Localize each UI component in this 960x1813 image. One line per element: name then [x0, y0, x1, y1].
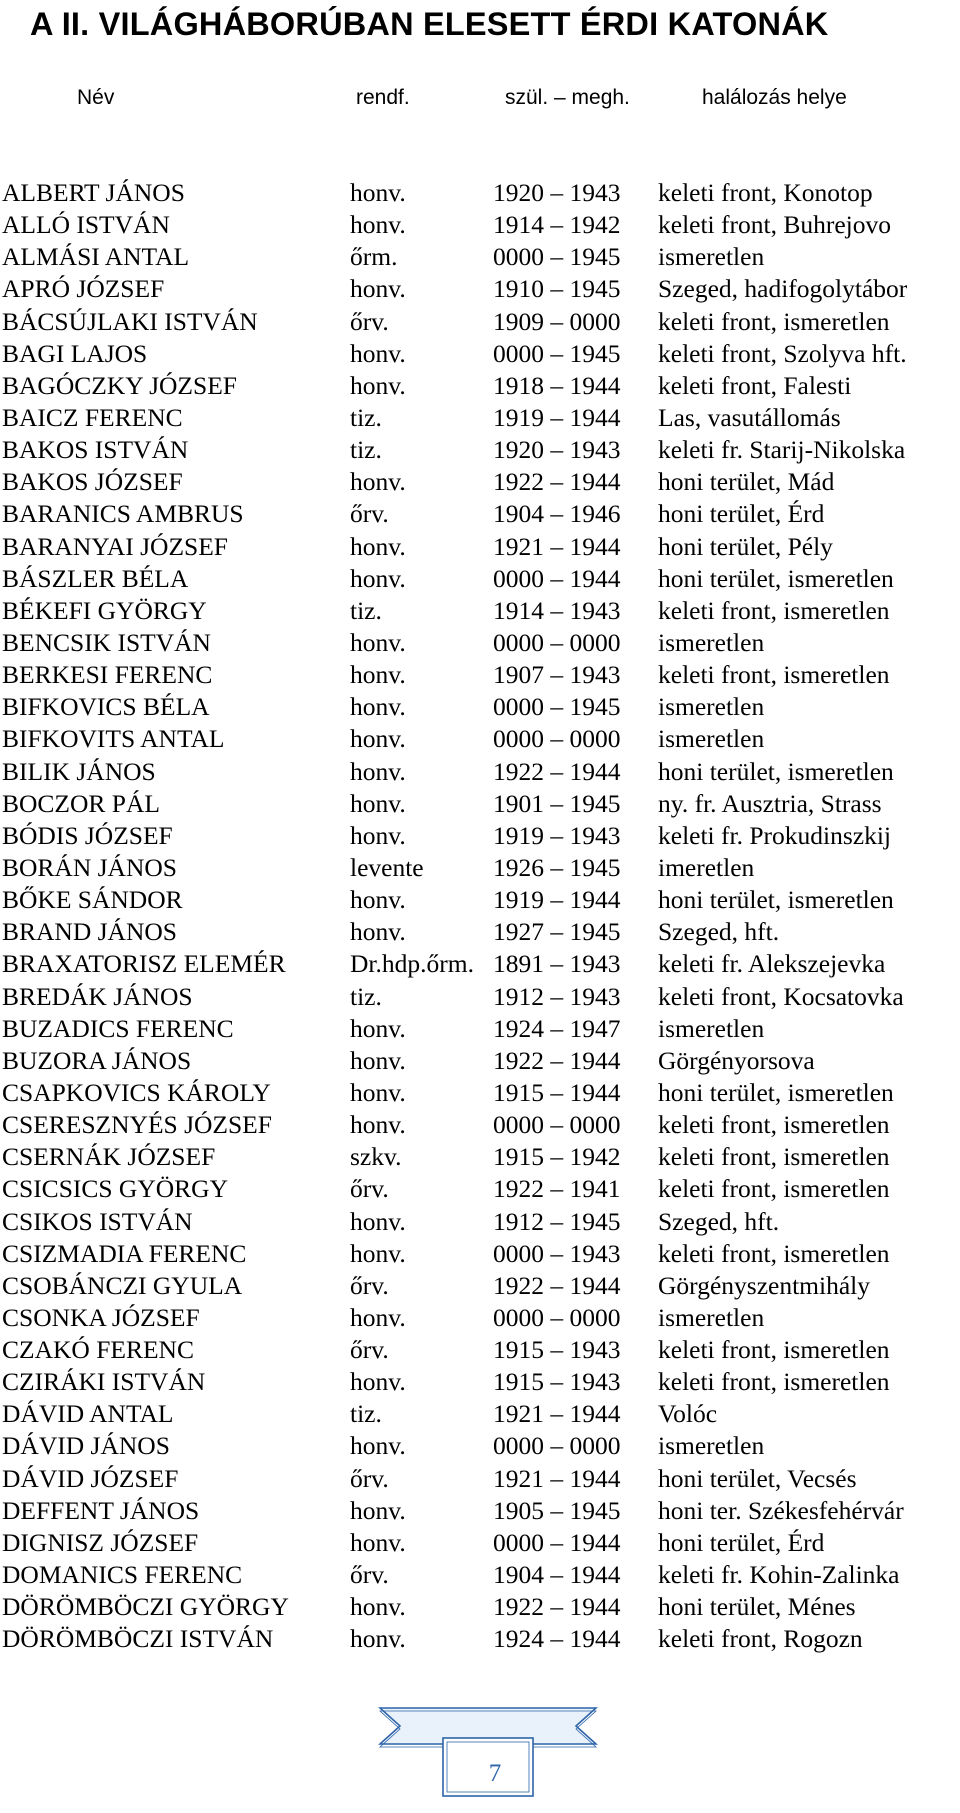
list-item: [0, 948, 960, 980]
life-years: 1904 – 1944: [493, 1560, 621, 1590]
place-of-death: honi terület, ismeretlen: [658, 563, 894, 593]
place-of-death: ismeretlen: [658, 1431, 765, 1461]
life-years: 1919 – 1944: [493, 402, 621, 432]
soldier-name: DIGNISZ JÓZSEF: [2, 1527, 199, 1557]
rank: tiz.: [350, 435, 382, 465]
rank: honv.: [350, 1495, 406, 1525]
list-item: [0, 1077, 960, 1109]
place-of-death: keleti front, ismeretlen: [658, 1110, 890, 1140]
place-of-death: Görgényorsova: [658, 1045, 815, 1075]
place-of-death: ismeretlen: [658, 724, 765, 754]
list-item: [0, 466, 960, 498]
list-item: [0, 1559, 960, 1591]
place-of-death: keleti front, Buhrejovo: [658, 210, 891, 240]
life-years: 0000 – 1945: [493, 242, 621, 272]
life-years: 1914 – 1943: [493, 595, 621, 625]
life-years: 0000 – 1945: [493, 338, 621, 368]
life-years: 0000 – 0000: [493, 1302, 621, 1332]
place-of-death: Görgényszentmihály: [658, 1270, 870, 1300]
rank: honv.: [350, 531, 406, 561]
soldier-name: BÓDIS JÓZSEF: [2, 820, 173, 850]
life-years: 1891 – 1943: [493, 949, 621, 979]
soldier-name: BILIK JÁNOS: [2, 756, 156, 786]
rank: őrv.: [350, 1174, 389, 1204]
soldier-name: BOCZOR PÁL: [2, 788, 160, 818]
soldier-name: DÖRÖMBÖCZI ISTVÁN: [2, 1624, 274, 1654]
rank: honv.: [350, 274, 406, 304]
list-item: [0, 1302, 960, 1334]
soldier-name: CSAPKOVICS KÁROLY: [2, 1077, 271, 1107]
list-item: [0, 1366, 960, 1398]
rank: őrv.: [350, 306, 389, 336]
soldier-name: BAGÓCZKY JÓZSEF: [2, 370, 237, 400]
soldier-name: CSONKA JÓZSEF: [2, 1302, 200, 1332]
soldier-name: CSIKOS ISTVÁN: [2, 1206, 193, 1236]
rank: honv.: [350, 1206, 406, 1236]
life-years: 1907 – 1943: [493, 660, 621, 690]
rank: honv.: [350, 1013, 406, 1043]
list-item: [0, 1495, 960, 1527]
list-item: [0, 306, 960, 338]
place-of-death: ismeretlen: [658, 1013, 765, 1043]
list-item: [0, 1013, 960, 1045]
list-item: [0, 273, 960, 305]
life-years: 1915 – 1943: [493, 1335, 621, 1365]
soldier-name: BARANYAI JÓZSEF: [2, 531, 228, 561]
soldier-name: BÁCSÚJLAKI ISTVÁN: [2, 306, 258, 336]
rank: honv.: [350, 788, 406, 818]
life-years: 1922 – 1941: [493, 1174, 621, 1204]
list-item: [0, 1173, 960, 1205]
soldier-name: APRÓ JÓZSEF: [2, 274, 165, 304]
rank: honv.: [350, 1077, 406, 1107]
place-of-death: keleti fr. Alekszejevka: [658, 949, 886, 979]
column-header-place: halálozás helye: [702, 86, 847, 109]
rank: honv.: [350, 338, 406, 368]
place-of-death: ismeretlen: [658, 1302, 765, 1332]
place-of-death: keleti fr. Starij-Nikolska: [658, 435, 906, 465]
rank: honv.: [350, 1592, 406, 1622]
list-item: [0, 1430, 960, 1462]
life-years: 0000 – 1943: [493, 1238, 621, 1268]
life-years: 1922 – 1944: [493, 1045, 621, 1075]
rank: honv.: [350, 1045, 406, 1075]
life-years: 1912 – 1943: [493, 981, 621, 1011]
list-item: [0, 1463, 960, 1495]
rank: őrv.: [350, 1560, 389, 1590]
rank: honv.: [350, 1110, 406, 1140]
place-of-death: keleti front, ismeretlen: [658, 1174, 890, 1204]
rank: Dr.hdp.őrm.: [350, 949, 474, 979]
list-item: [0, 1591, 960, 1623]
life-years: 1915 – 1944: [493, 1077, 621, 1107]
life-years: 1915 – 1943: [493, 1367, 621, 1397]
soldier-name: CSOBÁNCZI GYULA: [2, 1270, 243, 1300]
soldier-name: BIFKOVITS ANTAL: [2, 724, 225, 754]
list-item: [0, 1206, 960, 1238]
place-of-death: keleti front, ismeretlen: [658, 1142, 890, 1172]
soldier-name: CZAKÓ FERENC: [2, 1335, 194, 1365]
list-item: [0, 1623, 960, 1655]
place-of-death: keleti front, ismeretlen: [658, 1335, 890, 1365]
list-item: [0, 338, 960, 370]
place-of-death: honi terület, Érd: [658, 1527, 825, 1557]
list-item: [0, 1270, 960, 1302]
list-item: [0, 1109, 960, 1141]
list-item: [0, 595, 960, 627]
place-of-death: honi terület, ismeretlen: [658, 1077, 894, 1107]
list-item: [0, 820, 960, 852]
rank: őrv.: [350, 499, 389, 529]
page-number: 7: [488, 1760, 502, 1787]
life-years: 1904 – 1946: [493, 499, 621, 529]
list-item: [0, 434, 960, 466]
soldier-name: CSICSICS GYÖRGY: [2, 1174, 229, 1204]
rank: honv.: [350, 885, 406, 915]
place-of-death: honi terület, Mád: [658, 467, 835, 497]
soldier-name: BERKESI FERENC: [2, 660, 213, 690]
rank: szkv.: [350, 1142, 402, 1172]
rank: honv.: [350, 178, 406, 207]
rank: honv.: [350, 1302, 406, 1332]
rank: honv.: [350, 1527, 406, 1557]
soldier-name: BÁSZLER BÉLA: [2, 563, 189, 593]
rank: tiz.: [350, 402, 382, 432]
place-of-death: keleti front, ismeretlen: [658, 1238, 890, 1268]
list-item: [0, 1334, 960, 1366]
rank: honv.: [350, 692, 406, 722]
place-of-death: keleti front, Szolyva hft.: [658, 338, 907, 368]
list-item: [0, 627, 960, 659]
rank: honv.: [350, 1624, 406, 1654]
soldier-name: DEFFENT JÁNOS: [2, 1495, 200, 1525]
place-of-death: keleti front, Rogozn: [658, 1624, 863, 1654]
soldier-name: BŐKE SÁNDOR: [2, 885, 183, 915]
column-header-rank: rendf.: [356, 86, 410, 109]
life-years: 1918 – 1944: [493, 370, 621, 400]
place-of-death: Szeged, hft.: [658, 1206, 780, 1236]
life-years: 1920 – 1943: [493, 178, 621, 207]
list-item: [0, 402, 960, 434]
life-years: 1922 – 1944: [493, 1592, 621, 1622]
soldier-name: BAKOS ISTVÁN: [2, 435, 189, 465]
rank: honv.: [350, 370, 406, 400]
place-of-death: honi ter. Székesfehérvár: [658, 1495, 904, 1525]
place-of-death: keleti front, ismeretlen: [658, 306, 890, 336]
list-item: [0, 1398, 960, 1430]
list-item: [0, 1141, 960, 1173]
life-years: 1922 – 1944: [493, 467, 621, 497]
place-of-death: honi terület, Vecsés: [658, 1463, 857, 1493]
soldier-name: DÁVID ANTAL: [2, 1399, 174, 1429]
soldier-name: CSIZMADIA FERENC: [2, 1238, 247, 1268]
rank: levente: [350, 852, 424, 882]
soldier-name: ALBERT JÁNOS: [2, 178, 185, 207]
soldier-name: BRAXATORISZ ELEMÉR: [2, 949, 286, 979]
page-title: A II. VILÁGHÁBORÚBAN ELESETT ÉRDI KATONÁK: [30, 6, 829, 42]
list-item: [0, 884, 960, 916]
soldier-name: BARANICS AMBRUS: [2, 499, 244, 529]
place-of-death: honi terület, ismeretlen: [658, 756, 894, 786]
list-item: [0, 691, 960, 723]
list-item: [0, 498, 960, 530]
soldier-name: BUZORA JÁNOS: [2, 1045, 192, 1075]
soldier-name: BAKOS JÓZSEF: [2, 467, 183, 497]
place-of-death: keleti front, Kocsatovka: [658, 981, 904, 1011]
rank: őrm.: [350, 242, 398, 272]
place-of-death: Szeged, hft.: [658, 917, 780, 947]
list-item: [0, 531, 960, 563]
soldier-name: BAICZ FERENC: [2, 402, 183, 432]
rank: honv.: [350, 210, 406, 240]
soldier-name: DOMANICS FERENC: [2, 1560, 243, 1590]
rank: őrv.: [350, 1335, 389, 1365]
rank: honv.: [350, 660, 406, 690]
soldier-name: CSERNÁK JÓZSEF: [2, 1142, 216, 1172]
list-item: [0, 209, 960, 241]
place-of-death: honi terület, Pély: [658, 531, 833, 561]
place-of-death: honi terület, ismeretlen: [658, 885, 894, 915]
place-of-death: keleti front, ismeretlen: [658, 1367, 890, 1397]
list-item: [0, 563, 960, 595]
rank: honv.: [350, 1367, 406, 1397]
rank: honv.: [350, 627, 406, 657]
life-years: 0000 – 0000: [493, 724, 621, 754]
place-of-death: ismeretlen: [658, 242, 765, 272]
place-of-death: Las, vasutállomás: [658, 402, 841, 432]
list-item: [0, 659, 960, 691]
life-years: 1915 – 1942: [493, 1142, 621, 1172]
rank: honv.: [350, 1431, 406, 1461]
place-of-death: imeretlen: [658, 852, 755, 882]
list-item: [0, 1045, 960, 1077]
place-of-death: keleti front, ismeretlen: [658, 595, 890, 625]
life-years: 1909 – 0000: [493, 306, 621, 336]
list-item: [0, 241, 960, 273]
list-item: [0, 1238, 960, 1270]
soldier-name: CSERESZNYÉS JÓZSEF: [2, 1110, 272, 1140]
list-item: [0, 756, 960, 788]
rank: honv.: [350, 917, 406, 947]
soldier-name: DÁVID JÁNOS: [2, 1431, 170, 1461]
life-years: 1905 – 1945: [493, 1495, 621, 1525]
list-item: [0, 788, 960, 820]
rank: honv.: [350, 724, 406, 754]
soldier-name: BÉKEFI GYÖRGY: [2, 595, 207, 625]
soldier-list: [0, 177, 960, 1655]
place-of-death: keleti fr. Prokudinszkij: [658, 820, 892, 850]
life-years: 1927 – 1945: [493, 917, 621, 947]
soldier-name: BIFKOVICS BÉLA: [2, 692, 210, 722]
column-header-name: Név: [77, 86, 115, 109]
soldier-name: DÖRÖMBÖCZI GYÖRGY: [2, 1592, 289, 1622]
place-of-death: honi terület, Ménes: [658, 1592, 856, 1622]
life-years: 0000 – 1944: [493, 563, 621, 593]
list-item: [0, 177, 960, 209]
life-years: 1919 – 1943: [493, 820, 621, 850]
rank: őrv.: [350, 1270, 389, 1300]
place-of-death: keleti fr. Kohin-Zalinka: [658, 1560, 900, 1590]
rank: honv.: [350, 563, 406, 593]
life-years: 1926 – 1945: [493, 852, 621, 882]
list-item: [0, 916, 960, 948]
list-item: [0, 370, 960, 402]
life-years: 0000 – 1945: [493, 692, 621, 722]
rank: őrv.: [350, 1463, 389, 1493]
life-years: 1910 – 1945: [493, 274, 621, 304]
life-years: 1921 – 1944: [493, 1399, 621, 1429]
life-years: 1921 – 1944: [493, 1463, 621, 1493]
rank: honv.: [350, 756, 406, 786]
place-of-death: ismeretlen: [658, 627, 765, 657]
soldier-name: BORÁN JÁNOS: [2, 852, 177, 882]
life-years: 1920 – 1943: [493, 435, 621, 465]
list-item: [0, 852, 960, 884]
life-years: 0000 – 0000: [493, 627, 621, 657]
life-years: 1922 – 1944: [493, 756, 621, 786]
soldier-name: BREDÁK JÁNOS: [2, 981, 193, 1011]
rank: honv.: [350, 820, 406, 850]
life-years: 1919 – 1944: [493, 885, 621, 915]
list-item: [0, 981, 960, 1013]
rank: tiz.: [350, 595, 382, 625]
life-years: 0000 – 0000: [493, 1110, 621, 1140]
list-item: [0, 723, 960, 755]
life-years: 1912 – 1945: [493, 1206, 621, 1236]
place-of-death: Volóc: [658, 1399, 718, 1429]
place-of-death: keleti front, Konotop: [658, 178, 873, 207]
life-years: 1922 – 1944: [493, 1270, 621, 1300]
soldier-name: CZIRÁKI ISTVÁN: [2, 1367, 206, 1397]
soldier-name: ALMÁSI ANTAL: [2, 242, 190, 272]
column-header-years: szül. – megh.: [505, 86, 630, 109]
soldier-name: ALLÓ ISTVÁN: [2, 210, 170, 240]
life-years: 1921 – 1944: [493, 531, 621, 561]
soldier-name: BAGI LAJOS: [2, 338, 148, 368]
place-of-death: keleti front, ismeretlen: [658, 660, 890, 690]
life-years: 0000 – 1944: [493, 1527, 621, 1557]
soldier-name: BRAND JÁNOS: [2, 917, 177, 947]
rank: tiz.: [350, 1399, 382, 1429]
rank: honv.: [350, 1238, 406, 1268]
soldier-name: DÁVID JÓZSEF: [2, 1463, 179, 1493]
list-item: [0, 1527, 960, 1559]
soldier-name: BENCSIK ISTVÁN: [2, 627, 211, 657]
life-years: 0000 – 0000: [493, 1431, 621, 1461]
place-of-death: keleti front, Falesti: [658, 370, 852, 400]
life-years: 1901 – 1945: [493, 788, 621, 818]
life-years: 1924 – 1944: [493, 1624, 621, 1654]
rank: honv.: [350, 467, 406, 497]
life-years: 1914 – 1942: [493, 210, 621, 240]
place-of-death: ny. fr. Ausztria, Strass: [658, 788, 882, 818]
place-of-death: ismeretlen: [658, 692, 765, 722]
place-of-death: honi terület, Érd: [658, 499, 825, 529]
soldier-name: BUZADICS FERENC: [2, 1013, 234, 1043]
life-years: 1924 – 1947: [493, 1013, 621, 1043]
place-of-death: Szeged, hadifogolytábor: [658, 274, 908, 304]
rank: tiz.: [350, 981, 382, 1011]
